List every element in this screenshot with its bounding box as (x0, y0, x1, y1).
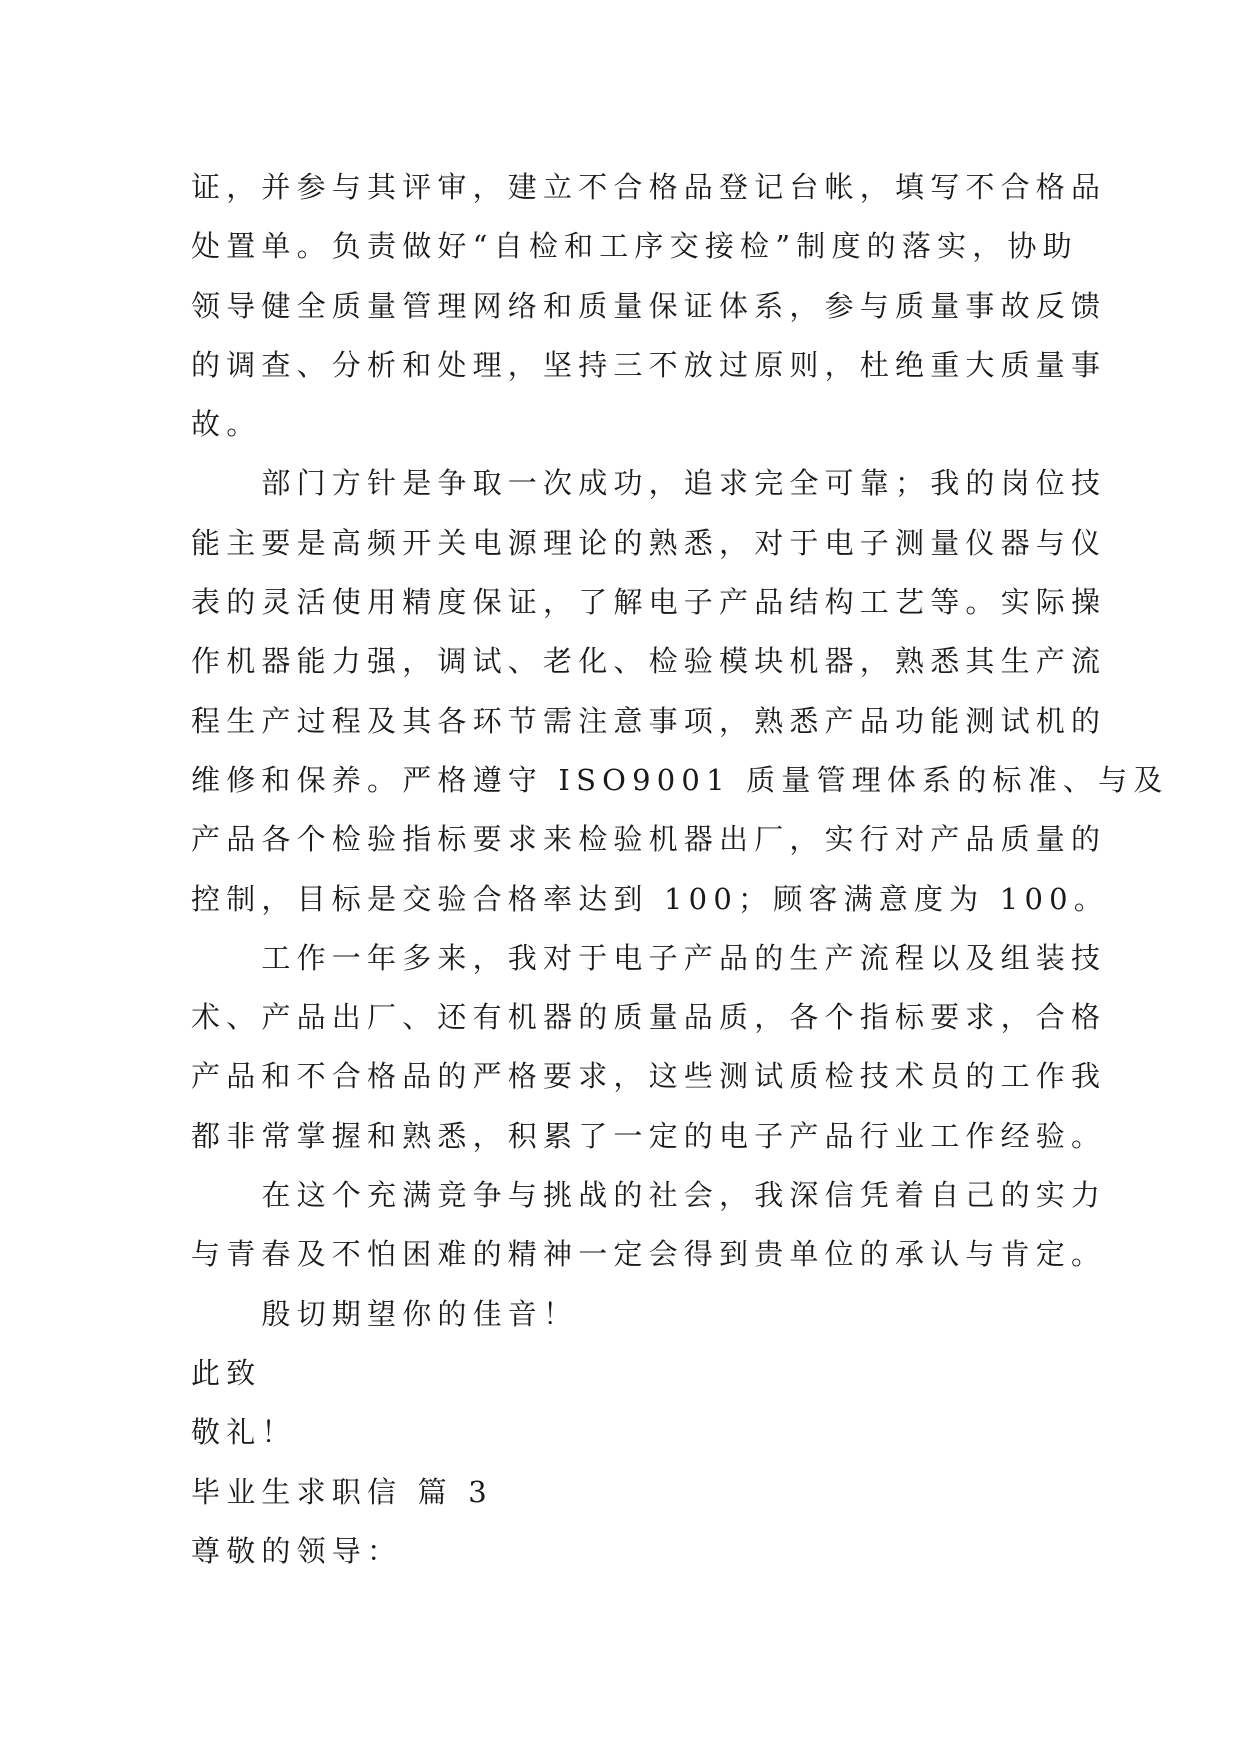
text-line: 术、产品出厂、还有机器的质量品质，各个指标要求，合格 (191, 1000, 1107, 1035)
paragraph-start-line: 部门方针是争取一次成功，追求完全可靠；我的岗位技 (191, 466, 1107, 501)
text-line: 表的灵活使用精度保证，了解电子产品结构工艺等。实际操 (191, 585, 1107, 620)
closing-wish-line: 殷切期望你的佳音！ (191, 1296, 579, 1331)
text-line: 与青春及不怕困难的精神一定会得到贵单位的承认与肯定。 (191, 1237, 1107, 1272)
text-line: 证，并参与其评审，建立不合格品登记台帐，填写不合格品 (191, 170, 1107, 204)
text-line: 作机器能力强，调试、老化、检验模块机器，熟悉其生产流 (191, 644, 1107, 679)
text-line: 产品各个检验指标要求来检验机器出厂，实行对产品质量的 (191, 822, 1107, 857)
text-line: 都非常掌握和熟悉，积累了一定的电子产品行业工作经验。 (191, 1118, 1107, 1153)
text-line: 能主要是高频开关电源理论的熟悉，对于电子测量仪器与仪 (191, 525, 1107, 560)
section-heading: 毕业生求职信 篇 3 (191, 1474, 493, 1509)
text-line: 程生产过程及其各环节需注意事项，熟悉产品功能测试机的 (191, 703, 1107, 738)
text-line: 的调查、分析和处理，坚持三不放过原则，杜绝重大质量事 (191, 347, 1107, 382)
text-line: 领导健全质量管理网络和质量保证体系，参与质量事故反馈 (191, 288, 1107, 323)
text-line: 处置单。负责做好“自检和工序交接检”制度的落实，协助 (191, 229, 1078, 264)
document-body (191, 158, 1169, 1581)
text-line: 故。 (191, 407, 262, 442)
text-line: 控制，目标是交验合格率达到 100；顾客满意度为 100。 (191, 881, 1109, 916)
salutation-line: 敬礼！ (191, 1415, 297, 1450)
text-line: 产品和不合格品的严格要求，这些测试质检技术员的工作我 (191, 1059, 1107, 1094)
greeting-line: 尊敬的领导： (191, 1533, 403, 1568)
paragraph-start-line: 在这个充满竞争与挑战的社会，我深信凭着自己的实力 (191, 1178, 1107, 1213)
paragraph-start-line: 工作一年多来，我对于电子产品的生产流程以及组装技 (191, 940, 1107, 975)
text-line: 维修和保养。严格遵守 ISO9001 质量管理体系的标准、与及 (191, 762, 1169, 797)
salutation-line: 此致 (191, 1355, 262, 1390)
